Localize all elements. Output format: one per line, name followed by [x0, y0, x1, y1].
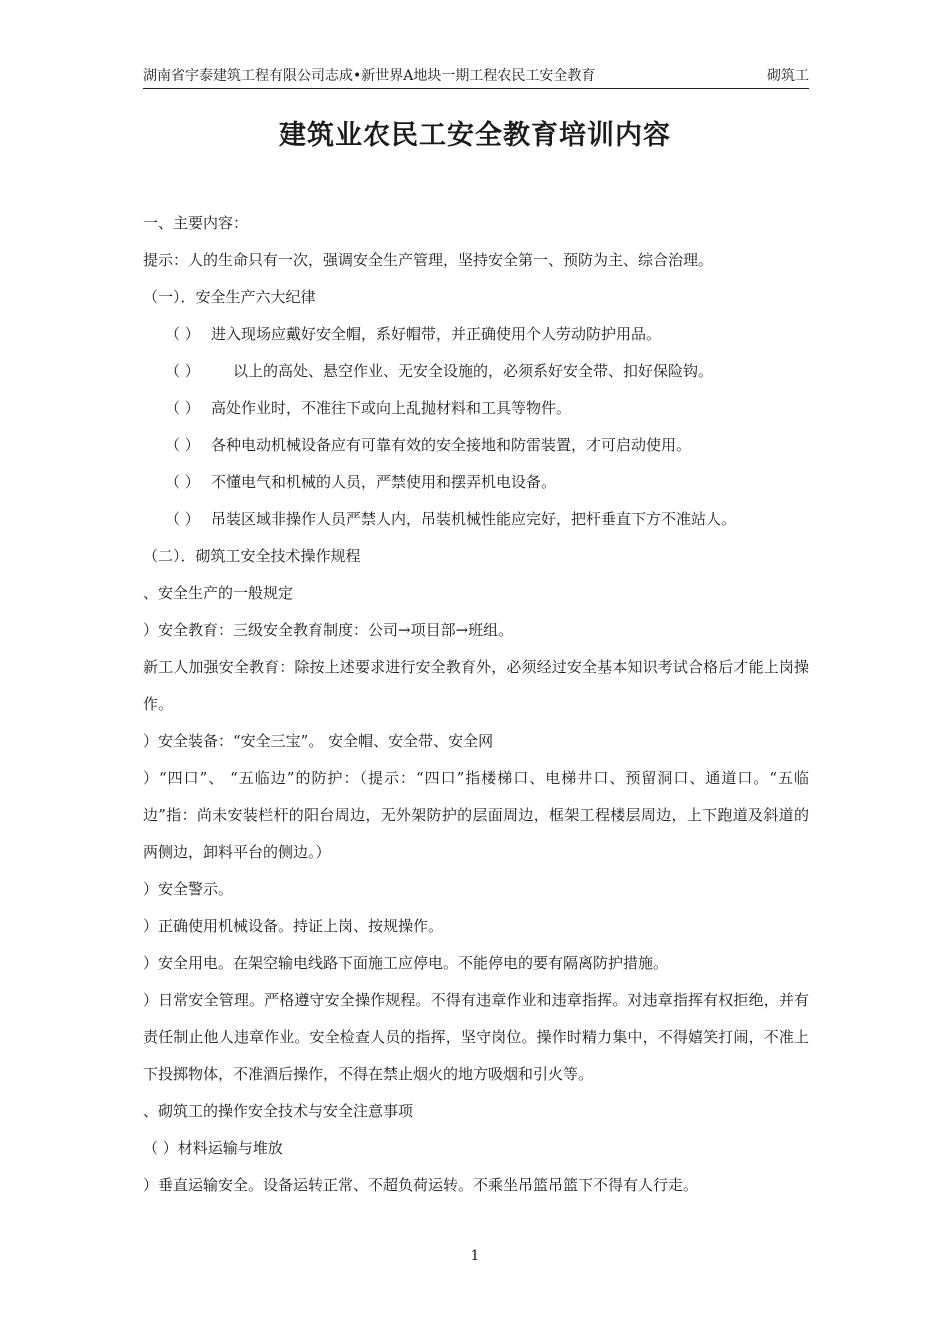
list-item: （ ） 各种电动机械设备应有可靠有效的安全接地和防雷装置，才可启动使用。	[143, 427, 809, 464]
document-title: 建筑业农民工安全教育培训内容	[279, 120, 671, 151]
paragraph: （ ）材料运输与堆放	[143, 1139, 283, 1157]
paragraph: 新工人加强安全教育：除按上述要求进行安全教育外，必须经过安全基本知识考试合格后才能上岗操作。	[143, 658, 809, 713]
paragraph: ）垂直运输安全。设备运转正常、不超负荷运转。不乘坐吊篮吊篮下不得有人行走。	[143, 1176, 699, 1194]
paragraph-tip: 提示：人的生命只有一次，强调安全生产管理，坚持安全第一、预防为主、综合治理。	[143, 251, 714, 269]
paragraph: ）安全装备：“安全三宝”。 安全帽、安全带、安全网	[143, 732, 494, 750]
list-marker: （ ）	[165, 436, 200, 454]
page-number: 1	[470, 1248, 480, 1264]
list-marker: （ ）	[165, 399, 200, 417]
paragraph: ）安全用电。在架空输电线路下面施工应停电。不能停电的要有隔离防护措施。	[143, 954, 669, 972]
paragraph: ）“四口”、 “五临边”的防护：（提示：“四口”指楼梯口、电梯井口、预留洞口、通道口。“五临边”指：尚未安装栏杆的阳台周边，无外架防护的层面周边，框架工程楼层周边，上下跑道及斜道的两侧边，卸料平台的侧边。）	[143, 769, 809, 861]
paragraph: 、安全生产的一般规定	[143, 584, 294, 602]
list-marker: （ ）	[165, 473, 200, 491]
document-body	[143, 205, 809, 1204]
paragraph: ）安全教育：三级安全教育制度：公司→项目部→班组。	[143, 621, 514, 639]
list-marker: （ ）	[165, 325, 200, 343]
paragraph: ）正确使用机械设备。持证上岗、按规操作。	[143, 917, 444, 935]
subsection-heading: （二）．砌筑工安全技术操作规程	[143, 547, 361, 565]
list-item: （ ） 吊装区域非操作人员严禁人内，吊装机械性能应完好，把杆垂直下方不准站人。	[143, 501, 809, 538]
list-item: （ ） 高处作业时，不准往下或向上乱抛材料和工具等物件。	[143, 390, 809, 427]
list-marker: （ ）	[165, 362, 200, 380]
section-heading: 一、主要内容：	[143, 214, 249, 232]
list-item: （ ） 不懂电气和机械的人员，严禁使用和摆弄机电设备。	[143, 464, 809, 501]
paragraph: ）日常安全管理。严格遵守安全操作规程。不得有违章作业和违章指挥。对违章指挥有权拒绝，并有责任制止他人违章作业。安全检查人员的指挥，坚守岗位。操作时精力集中，不得嬉笑打闹，不准上下投掷物体，不准酒后操作，不得在禁止烟火的地方吸烟和引火等。	[143, 991, 809, 1083]
paragraph: 、砌筑工的操作安全技术与安全注意事项	[143, 1102, 414, 1120]
header-company: 湖南省宇泰建筑工程有限公司志成•新世界A地块一期工程农民工安全教育	[143, 68, 596, 84]
subsection-heading: （一）．安全生产六大纪律	[143, 288, 316, 306]
page-header	[143, 66, 809, 89]
list-marker: （ ）	[165, 510, 200, 528]
header-trade: 砌筑工	[767, 68, 809, 84]
list-item: （ ） 进入现场应戴好安全帽，系好帽带，并正确使用个人劳动防护用品。	[143, 316, 809, 353]
paragraph: ）安全警示。	[143, 880, 234, 898]
list-item: （ ） 以上的高处、悬空作业、无安全设施的，必须系好安全带、扣好保险钩。	[143, 353, 809, 390]
